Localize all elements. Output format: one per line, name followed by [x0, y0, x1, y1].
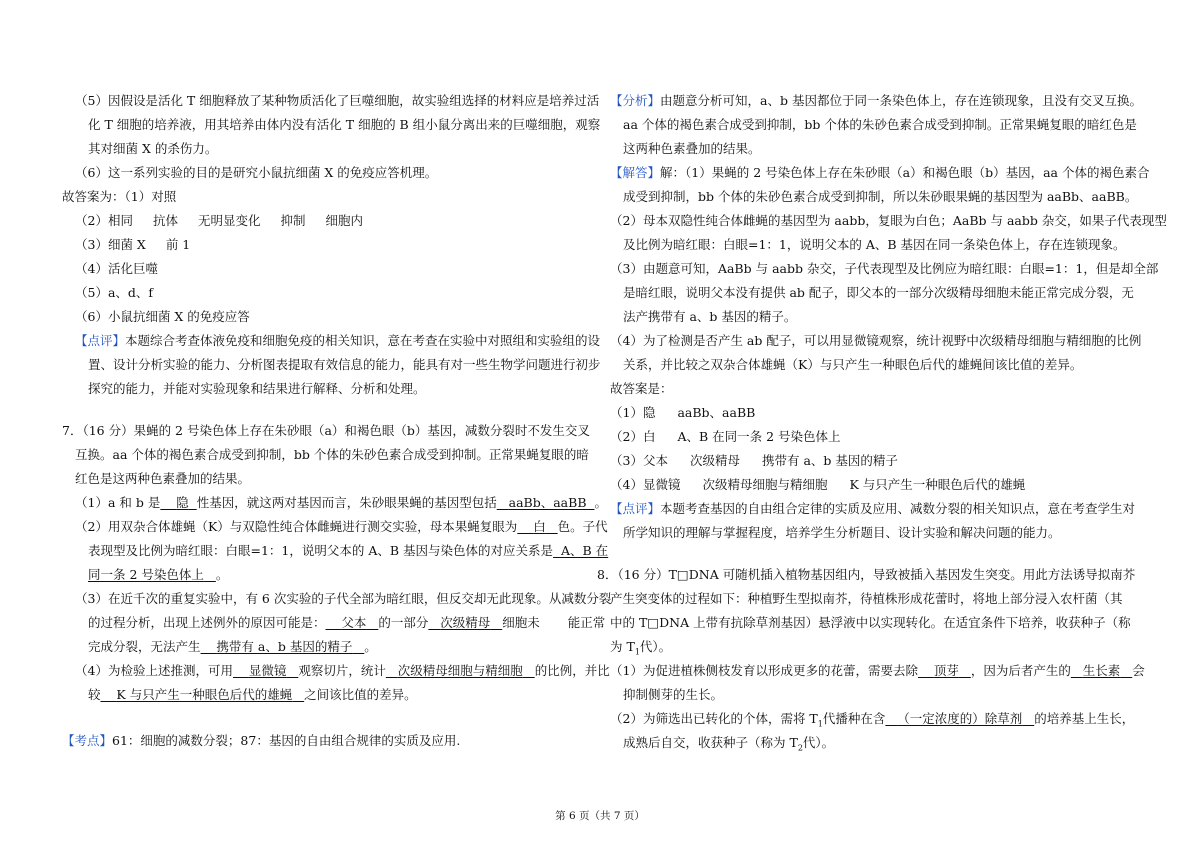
solution-p2-line-2: 及比例为暗红眼：白眼=1：1，说明父本的 A、B 基因在同一条染色体上，存在连锁现象。	[623, 237, 1126, 252]
solution-text: 解：（1）果蝇的 2 号染色体上存在朱砂眼（a）和褐色眼（b）基因，aa 个体的褐色素合	[660, 165, 1150, 180]
analysis-tag: 【分析】	[610, 93, 661, 108]
q7-blank	[201, 639, 365, 654]
q7-stem-line-2: 互换。aa 个体的褐色素合成受到抑制，bb 个体的朱砂色素合成受到抑制。正常果蝇复眼的暗	[75, 447, 589, 462]
q7-blank-answer: 次级精母	[440, 615, 491, 630]
q7-blank	[88, 567, 216, 582]
solution-line-2: 成受到抑制，bb 个体的朱砂色素合成受到抑制，所以朱砂眼果蝇的基因型为 aaBb、aaBB。	[623, 189, 1138, 204]
answer-r4-part: 次级精母细胞与精细胞	[702, 477, 828, 492]
comment-text: 本题综合考查体液免疫和细胞免疫的相关知识，意在考查在实验中对照组和实验组的设	[125, 333, 601, 348]
comment-line-1	[75, 331, 600, 351]
q8-text: 代）。	[802, 735, 835, 750]
page-footer: 第 6 页（共 7 页）	[555, 810, 645, 822]
answer-6: （6）小鼠抗细菌 X 的免疫应答	[75, 309, 250, 324]
q8-line-1: 8．（16 分）T□DNA 可随机插入植物基因组内，导致被插入基因发生突变。用此方法诱导拟南芥	[597, 567, 1136, 582]
q8-part-2-line-2	[623, 733, 834, 759]
comment-right-tag: 【点评】	[610, 501, 661, 516]
answer-r3-part: （3）父本	[610, 453, 668, 468]
solution-p3-line-3: 法产携带有 a、b 基因的精子。	[623, 309, 797, 324]
q7-blank	[326, 615, 379, 630]
kaodian-line	[62, 731, 460, 751]
q7-blank-answer: 携带有 a、b 基因的精子	[216, 639, 353, 654]
q7-part-1	[75, 493, 607, 513]
answer-2-part: 无明显变化	[197, 213, 261, 228]
q5-line-1: （5）因假设是活化 T 细胞释放了某种物质活化了巨噬细胞，故实验组选择的材料应是培养过活	[75, 93, 600, 108]
q7-blank	[497, 495, 595, 510]
solution-tag: 【解答】	[610, 165, 661, 180]
answer-r1-part: aaBb、aaBB	[677, 405, 756, 420]
q7-blank-answer: 次级精母细胞与精细胞	[397, 663, 523, 678]
q7-blank-answer: 同一条 2 号染色体上	[88, 567, 204, 582]
q7-blank-answer: 显微镜	[248, 663, 287, 678]
analysis-line-3: 这两种色素叠加的结果。	[623, 141, 761, 156]
q8-blank	[918, 663, 971, 678]
q8-line-3: 中的 T□DNA 上带有抗除草剂基因）悬浮液中以实现转化。在适宜条件下培养，收获种子（称	[610, 615, 1131, 630]
q7-stem-line-1: 7．（16 分）果蝇的 2 号染色体上存在朱砂眼（a）和褐色眼（b）基因，减数分裂时不发生交叉	[62, 423, 590, 438]
q7-blank-answer: 白	[533, 519, 546, 534]
comment-line-2: 置、设计分析实验的能力、分析图表提取有效信息的能力，能具有对一些生物学问题进行初步	[88, 357, 601, 372]
q7-blank-answer: 隐	[176, 495, 189, 510]
solution-p2-line-1: （2）母本双隐性纯合体雌蝇的基因型为 aabb，复眼为白色；AaBb 与 aabb 杂交，如果子代表现型	[610, 213, 1167, 228]
q8-text: 代）。	[639, 639, 672, 654]
q8-subscript: 2	[797, 743, 803, 753]
q7-text: 能正常	[567, 615, 606, 630]
answer-r4	[610, 475, 1025, 495]
solution-line-1	[610, 163, 1149, 183]
answer-r1	[610, 403, 755, 423]
q7-text: 性基因，就这两对基因而言，朱砂眼果蝇的基因型包括	[196, 495, 497, 510]
answer-r3-part: 次级精母	[689, 453, 740, 468]
answer-r1-part: （1）隐	[610, 405, 656, 420]
q8-text: 成熟后自交，收获种子（称为 T	[623, 735, 798, 750]
q7-blank-answer: 父本	[341, 615, 367, 630]
answer-r3	[610, 451, 898, 471]
q8-line-4	[610, 637, 671, 663]
comment-line-3: 探究的能力，并能对实验现象和结果进行解释、分析和处理。	[88, 381, 426, 396]
q7-blank	[553, 543, 608, 558]
q8-blank	[1071, 663, 1132, 678]
q8-subscript: 1	[634, 647, 640, 657]
q7-text: 之间该比值的差异。	[304, 687, 417, 702]
analysis-line-2: aa 个体的褐色素合成受到抑制，bb 个体的朱砂色素合成受到抑制。正常果蝇复眼的暗红色是	[623, 117, 1137, 132]
q8-text: 代播种在含	[822, 711, 886, 726]
answer-3-part: 前 1	[165, 237, 191, 252]
q7-blank	[233, 663, 298, 678]
answer-4: （4）活化巨噬	[75, 261, 158, 276]
q8-part-2	[610, 709, 1134, 735]
q7-blank	[386, 663, 535, 678]
q8-subscript: 1	[817, 719, 823, 729]
q7-blank-answer: A、B 在	[561, 543, 609, 558]
answer-2	[75, 211, 363, 231]
q7-blank-answer: K 与只产生一种眼色后代的雄蝇	[116, 687, 293, 702]
q7-text: （1）a 和 b 是	[75, 495, 161, 510]
kaodian-tag: 【考点】	[62, 733, 113, 748]
q7-text: 表现型及比例为暗红眼：白眼=1：1，说明父本的 A、B 基因与染色体的对应关系是	[88, 543, 554, 558]
answer-2-part: （2）相同	[75, 213, 133, 228]
answer-r2-part: （2）白	[610, 429, 656, 444]
answer-3	[75, 235, 190, 255]
q7-part-4	[75, 661, 610, 681]
q7-text: 观察切片，统计	[298, 663, 386, 678]
q8-line-2: 产生突变体的过程如下：种植野生型拟南芥，待植株形成花蕾时，将地上部分浸入农杆菌（其	[610, 591, 1123, 606]
kaodian-text: 61：细胞的减数分裂；87：基因的自由组合规律的实质及应用.	[112, 733, 461, 748]
answer-r2	[610, 427, 841, 447]
q7-text: 。	[364, 639, 377, 654]
q7-text: 的一部分	[378, 615, 429, 630]
analysis-text: 由题意分析可知，a、b 基因都位于同一条染色体上，存在连锁现象，且没有交叉互换。	[660, 93, 1142, 108]
answer-r4-part: K 与只产生一种眼色后代的雄蝇	[849, 477, 1026, 492]
answer-r3-part: 携带有 a、b 基因的精子	[761, 453, 898, 468]
q8-blank-answer: （一定浓度的）除草剂	[897, 711, 1023, 726]
q7-text: 完成分裂，无法产生	[88, 639, 201, 654]
q7-text: 。	[594, 495, 607, 510]
q7-blank	[517, 519, 557, 534]
answer-3-part: （3）细菌 X	[75, 237, 146, 252]
analysis-line-1	[610, 91, 1142, 111]
q7-text: 的过程分析，出现上述例外的原因可能是：	[88, 615, 326, 630]
q8-text: （1）为促进植株侧枝发育以形成更多的花蕾，需要去除	[610, 663, 918, 678]
q5-line-2: 化 T 细胞的培养液，用其培养由体内没有活化 T 细胞的 B 组小鼠分离出来的巨噬细胞，观察	[88, 117, 601, 132]
solution-p4-line-1: （4）为了检测是否产生 ab 配子，可以用显微镜观察，统计视野中次级精母细胞与精细胞的比例	[610, 333, 1142, 348]
q6-line: （6）这一系列实验的目的是研究小鼠抗细菌 X 的免疫应答机理。	[75, 165, 438, 180]
q7-part-2-line-2	[88, 541, 608, 561]
answer-r2-part: A、B 在同一条 2 号染色体上	[677, 429, 841, 444]
answers-intro: 故答案为：（1）对照	[62, 189, 177, 204]
answer-r4-part: （4）显微镜	[610, 477, 681, 492]
q8-text: 为 T	[610, 639, 635, 654]
answer-2-part: 细胞内	[325, 213, 364, 228]
answers-intro-right: 故答案是：	[610, 381, 673, 396]
comment-right-text: 本题考查基因的自由组合定律的实质及应用、减数分裂的相关知识点，意在考查学生对	[660, 501, 1136, 516]
q7-blank-answer: aaBb、aaBB	[508, 495, 587, 510]
solution-p3-line-2: 是暗红眼，说明父本没有提供 ab 配子，即父本的一部分次级精母细胞未能正常完成分裂，无	[623, 285, 1134, 300]
q7-stem-line-3: 红色是这两种色素叠加的结果。	[75, 471, 251, 486]
q7-text: （2）用双杂合体雄蝇（K）与双隐性纯合体雌蝇进行测交实验，母本果蝇复眼为	[75, 519, 518, 534]
q7-text: 。	[215, 567, 229, 582]
q8-blank-answer: 顶芽	[933, 663, 959, 678]
q7-part-3-line-2	[88, 613, 605, 633]
q7-part-3: （3）在近千次的重复实验中，有 6 次实验的子代全部为暗红眼，但反交却无此现象。从减数分裂	[75, 591, 612, 606]
q7-part-2-line-3	[88, 565, 228, 585]
q7-part-4-line-2	[88, 685, 417, 705]
answer-2-part: 抑制	[280, 213, 306, 228]
q7-blank	[160, 495, 196, 510]
q8-text: ，因为后者产生的	[970, 663, 1071, 678]
answer-2-part: 抗体	[152, 213, 178, 228]
answer-5: （5）a、d、f	[75, 285, 154, 300]
q8-part-1	[610, 661, 1145, 681]
q8-blank	[885, 711, 1034, 726]
q7-part-2	[75, 517, 608, 537]
solution-p3-line-1: （3）由题意可知，AaBb 与 aabb 杂交，子代表现型及比例应为暗红眼：白眼=1：1，但是却全部	[610, 261, 1159, 276]
q8-part-1-line-2: 抑制侧芽的生长。	[623, 687, 724, 702]
q5-line-3: 其对细菌 X 的杀伤力。	[88, 141, 218, 156]
q8-text: 会	[1132, 663, 1145, 678]
solution-p4-line-2: 关系，并比较之双杂合体雄蝇（K）与只产生一种眼色后代的雄蝇间该比值的差异。	[623, 357, 1083, 372]
comment-right-line-2: 所学知识的理解与掌握程度，培养学生分析题目、设计实验和解决问题的能力。	[623, 525, 1061, 540]
q7-part-3-line-3	[88, 637, 377, 657]
q8-text: （2）为筛选出已转化的个体，需将 T	[610, 711, 818, 726]
q7-text: 细胞未	[502, 615, 540, 630]
q7-text: （4）为检验上述推测，可用	[75, 663, 233, 678]
q7-text: 的比例，并比	[534, 663, 610, 678]
comment-right-line-1	[610, 499, 1135, 519]
q7-blank	[428, 615, 502, 630]
comment-tag: 【点评】	[75, 333, 126, 348]
q8-blank-answer: 生长素	[1082, 663, 1121, 678]
q7-text: 较	[88, 687, 101, 702]
q8-text: 的培养基上生长，	[1034, 711, 1135, 726]
q7-text: 色。子代	[557, 519, 608, 534]
q7-blank	[101, 687, 305, 702]
